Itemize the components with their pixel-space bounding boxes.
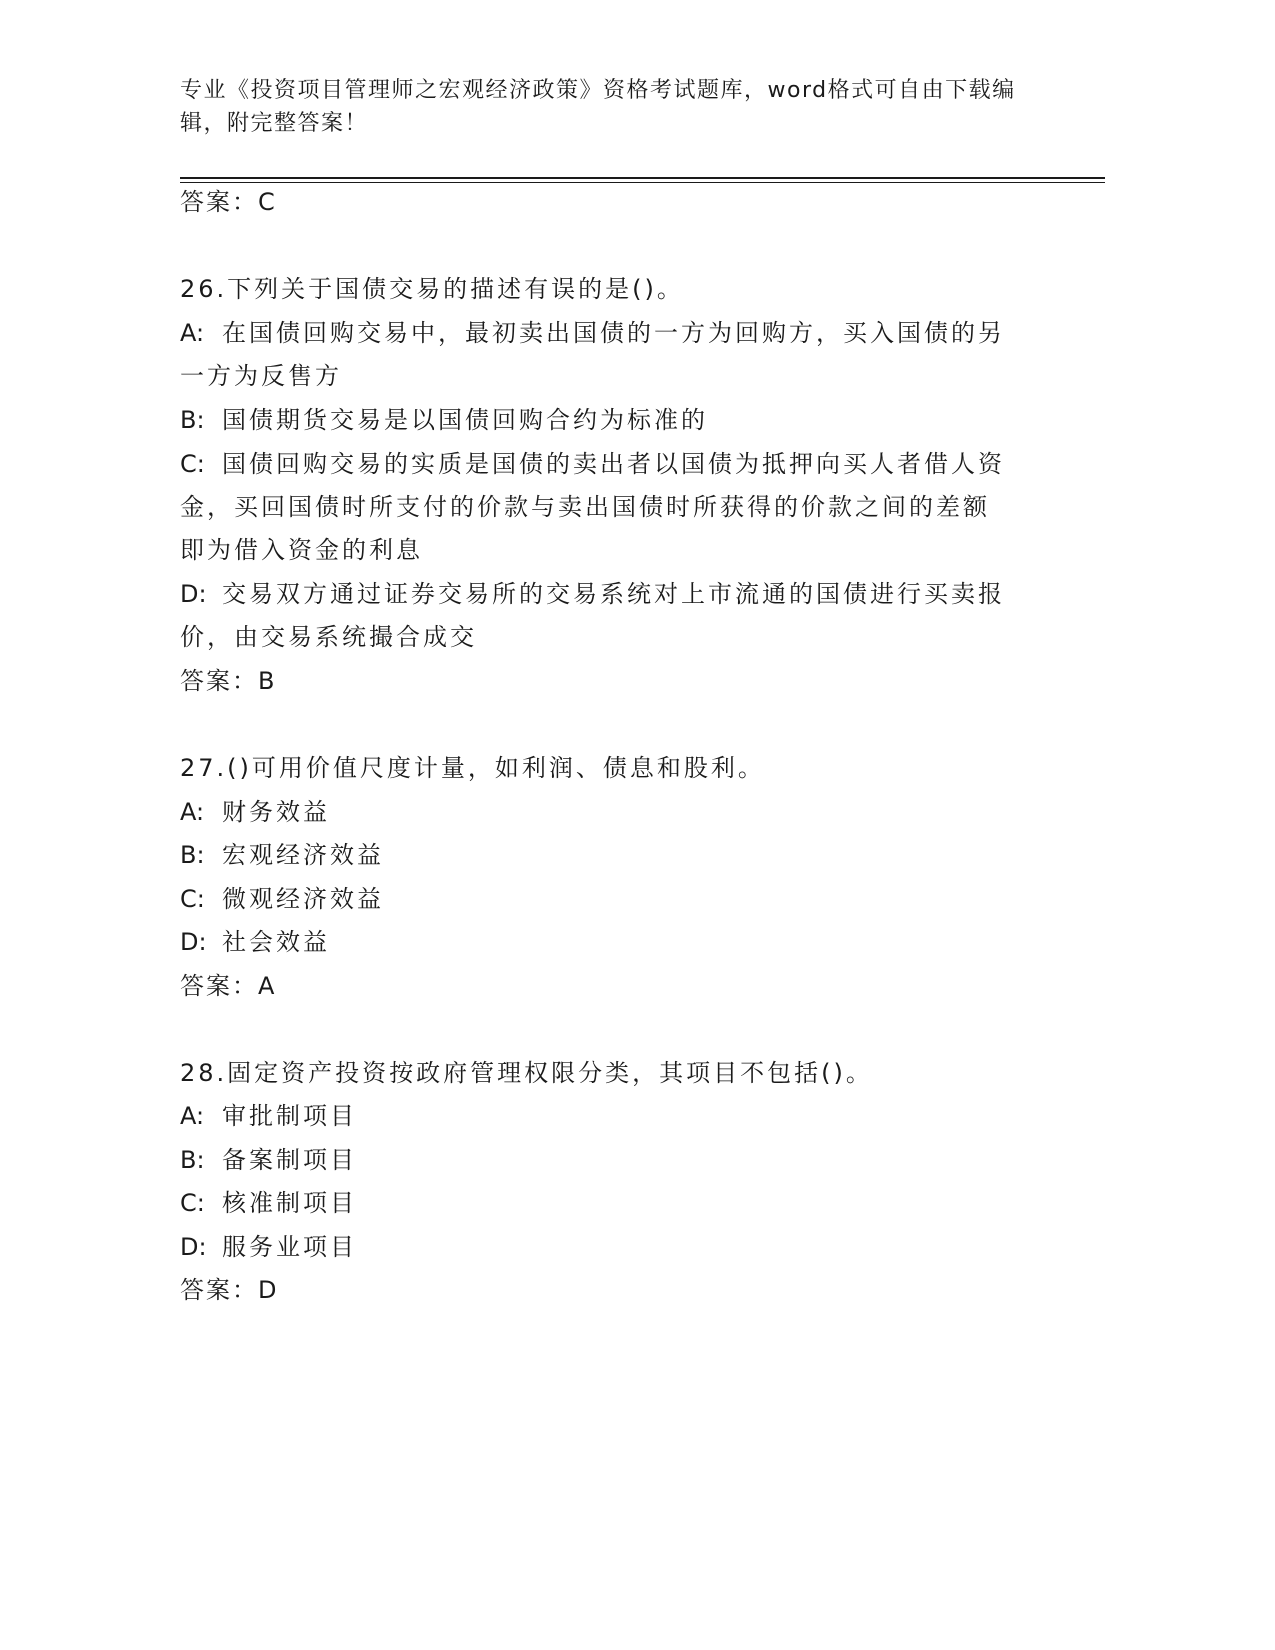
option-a [180, 794, 1060, 830]
option-d-continued: 价，由交易系统撮合成交 [180, 623, 477, 651]
option-c-continued: 即为借入资金的利息 [180, 536, 423, 564]
option-a [180, 315, 1060, 351]
option-c [180, 446, 1060, 482]
option-text: 国债期货交易是以国债回购合约为标准的 [222, 406, 708, 434]
option-text: 宏观经济效益 [222, 841, 384, 869]
option-key: A: [180, 1102, 205, 1130]
option-d [180, 1229, 1060, 1265]
option-text: 核准制项目 [222, 1189, 357, 1217]
option-a-continued: 一方为反售方 [180, 362, 342, 390]
option-key: B: [180, 406, 205, 434]
answer: 答案：B [180, 667, 277, 695]
option-d [180, 924, 1060, 960]
option-text: 交易双方通过证券交易所的交易系统对上市流通的国债进行买卖报 [222, 580, 1005, 608]
option-key: C: [180, 885, 205, 913]
option-c [180, 1185, 1060, 1221]
option-c [180, 881, 1060, 917]
option-key: C: [180, 450, 205, 478]
option-key: D: [180, 1233, 207, 1261]
option-key: D: [180, 580, 207, 608]
option-text: 微观经济效益 [222, 885, 384, 913]
option-b [180, 402, 1060, 438]
option-a [180, 1098, 1060, 1134]
option-text: 审批制项目 [222, 1102, 357, 1130]
document-page [180, 0, 1115, 1650]
header-rule-thick [180, 177, 1105, 179]
option-text: 服务业项目 [222, 1233, 357, 1261]
option-key: A: [180, 319, 205, 347]
question-stem: 26.下列关于国债交易的描述有误的是()。 [180, 275, 684, 303]
option-text: 在国债回购交易中，最初卖出国债的一方为回购方，买入国债的另 [222, 319, 1005, 347]
question-stem: 28.固定资产投资按政府管理权限分类，其项目不包括()。 [180, 1059, 873, 1087]
option-c-continued: 金，买回国债时所支付的价款与卖出国债时所获得的价款之间的差额 [180, 493, 990, 521]
option-b [180, 1142, 1060, 1178]
option-key: D: [180, 928, 207, 956]
option-key: C: [180, 1189, 205, 1217]
prev-answer: 答案：C [180, 188, 277, 216]
option-text: 财务效益 [222, 798, 330, 826]
answer: 答案：A [180, 972, 277, 1000]
option-b [180, 837, 1060, 873]
header-rule-thin [180, 182, 1105, 183]
option-key: A: [180, 798, 205, 826]
option-text: 国债回购交易的实质是国债的卖出者以国债为抵押向买人者借人资 [222, 450, 1005, 478]
option-key: B: [180, 1146, 205, 1174]
option-text: 社会效益 [222, 928, 330, 956]
option-d [180, 576, 1060, 612]
option-key: B: [180, 841, 205, 869]
option-text: 备案制项目 [222, 1146, 357, 1174]
question-stem: 27.()可用价值尺度计量，如利润、债息和股利。 [180, 754, 765, 782]
answer: 答案：D [180, 1276, 279, 1304]
document-header: 专业《投资项目管理师之宏观经济政策》资格考试题库，word格式可自由下载编辑，附完整答案！ [180, 78, 1016, 136]
